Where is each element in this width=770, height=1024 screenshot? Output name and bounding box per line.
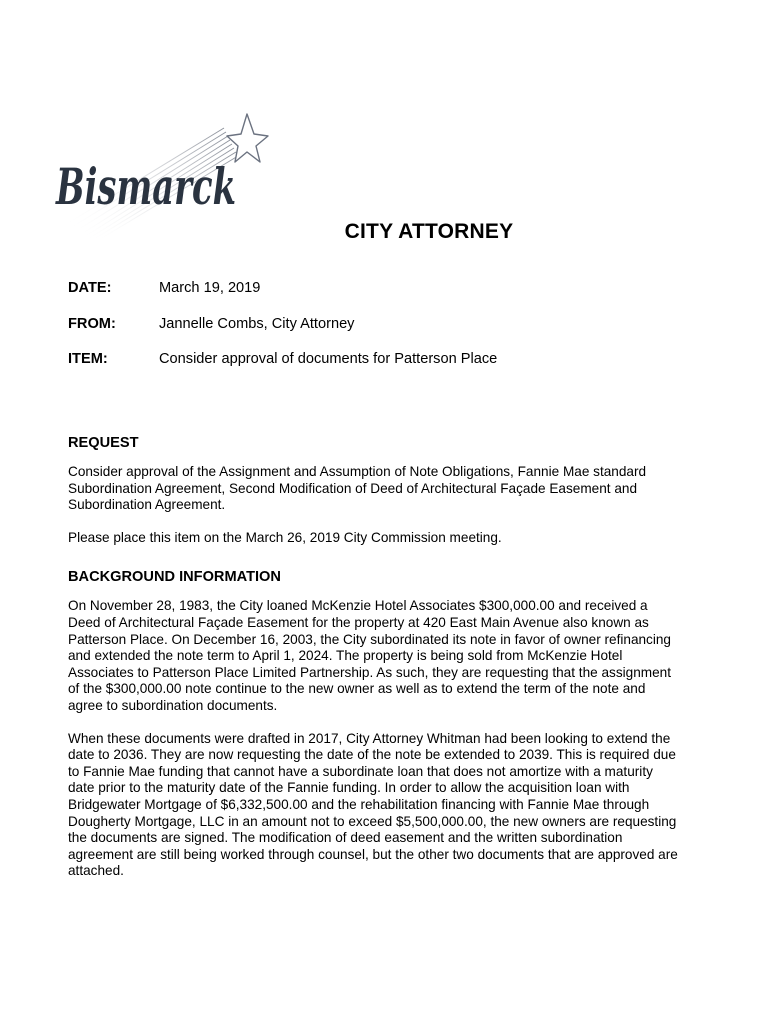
logo-wordmark: Bismarck xyxy=(54,157,236,216)
background-heading: BACKGROUND INFORMATION xyxy=(68,569,281,586)
from-value: Jannelle Combs, City Attorney xyxy=(159,315,355,332)
request-paragraph: Consider approval of the Assignment and Assumption of Note Obligations, Fannie Mae standard Subordination Agreement, Second Modification of Deed of Architectural Façade Easement and Subordination Agreement. xyxy=(68,464,647,513)
memo-header xyxy=(68,280,497,387)
from-label: FROM: xyxy=(68,315,116,332)
background-paragraph: When these documents were drafted in 2017, City Attorney Whitman had been looking to extend the date to 2036. They are now requesting the date of the note be extended to 2039. This is required due to Fannie Mae funding that cannot have a subordinate loan that does not amortize with a maturity date prior to the maturity date of the Fannie funding. In order to allow the acquisition loan with Bridgewater Mortgage of $6,332,500.00 and the rehabilitation financing with Fannie Mae through Dougherty Mortgage, LLC in an amount not to exceed $5,500,000.00, the new owners are requesting the documents are signed. The modification of deed easement and the written subordination agreement are still being worked through counsel, but the other two documents that are approved are attached. xyxy=(68,730,678,879)
memo-from-row xyxy=(68,316,497,352)
date-value: March 19, 2019 xyxy=(159,280,261,296)
memo-body xyxy=(68,434,680,896)
background-paragraph: On November 28, 1983, the City loaned McKenzie Hotel Associates $300,000.00 and received a Deed of Architectural Façade Easement for the property at 420 East Main Avenue also known as Patterson Place. On December 16, 2003, the City subordinated its note in favor of owner refinancing and extended the note term to April 1, 2024. The property is being sold from McKenzie Hotel Associates to Patterson Place Limited Partnership. As such, they are requesting that the assignment of the $300,000.00 note continue to the new owner as well as to extend the term of the note and agree to subordination documents. xyxy=(68,598,671,713)
memo-item-row xyxy=(68,351,497,387)
item-label: ITEM: xyxy=(68,351,108,367)
star-icon xyxy=(227,114,268,162)
page-title: CITY ATTORNEY xyxy=(344,220,514,243)
request-paragraph: Please place this item on the March 26, 2019 City Commission meeting. xyxy=(68,529,502,545)
request-heading: REQUEST xyxy=(68,435,139,451)
item-value: Consider approval of documents for Patterson Place xyxy=(159,351,498,367)
date-label: DATE: xyxy=(68,280,112,296)
memo-date-row xyxy=(68,280,497,316)
